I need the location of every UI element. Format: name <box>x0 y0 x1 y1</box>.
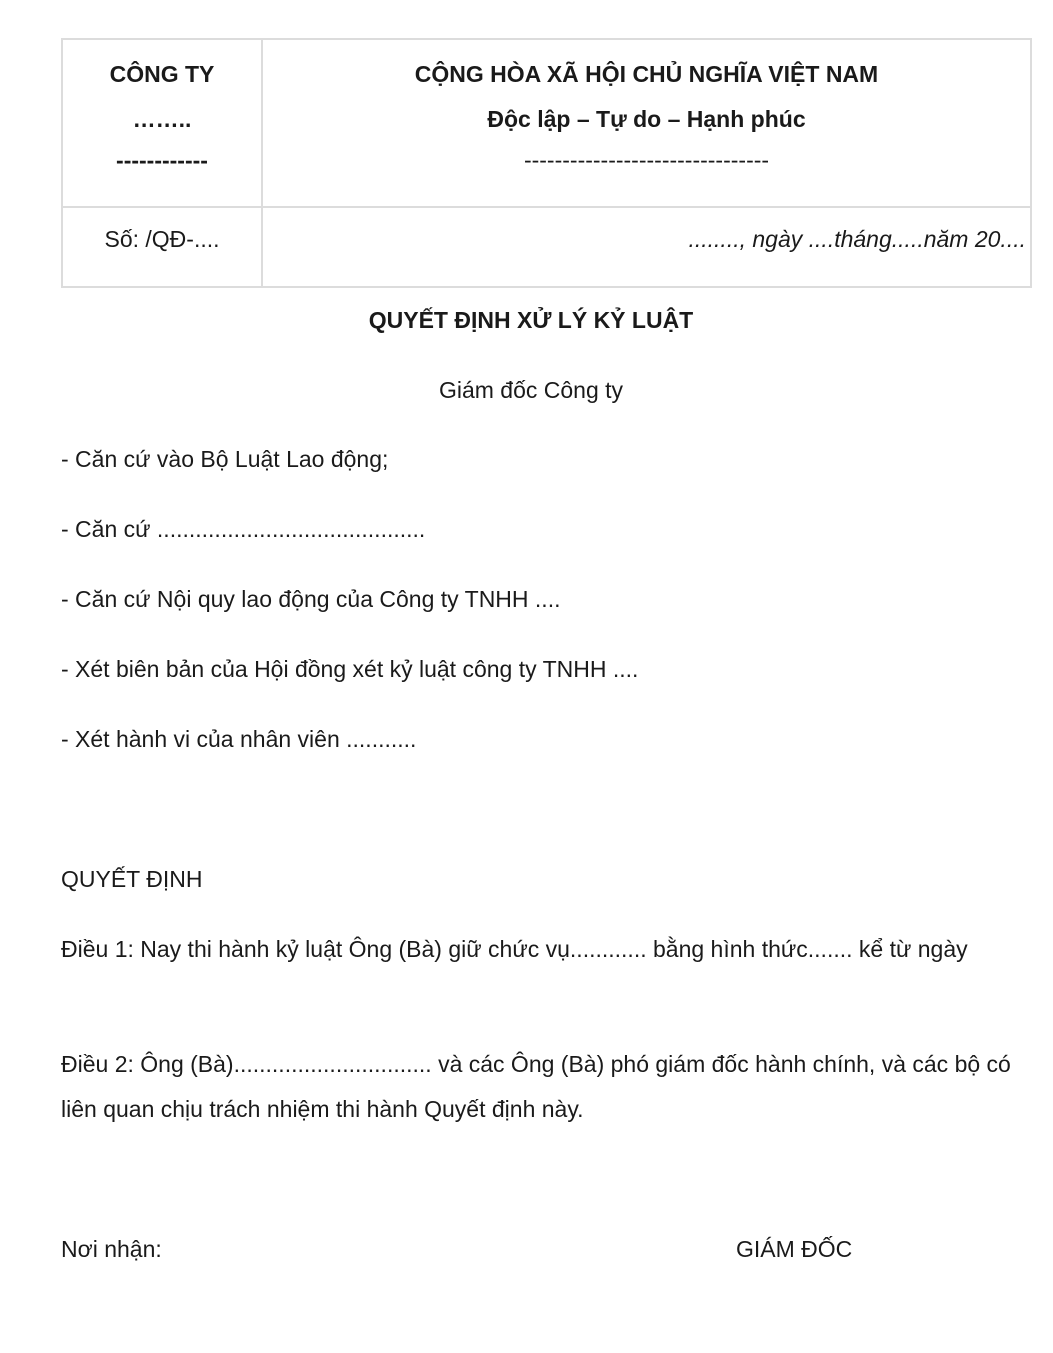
signer-title: GIÁM ĐỐC <box>736 1236 853 1262</box>
doc-number-cell <box>62 207 262 287</box>
place-date-cell <box>262 207 1031 287</box>
article-2: Điều 2: Ông (Bà)............................... và các Ông (Bà) phó giám đốc hành chính, và các bộ có liên quan chịu trách nhiệm thi hành Quyết định này. <box>61 1051 1011 1122</box>
recipients-label: Nơi nhận: <box>61 1236 162 1262</box>
place-date: ........, ngày ....tháng.....năm 20.... <box>688 226 1026 252</box>
basis-line: - Căn cứ Nội quy lao động của Công ty TNHH .... <box>61 586 561 612</box>
motto-rule: -------------------------------- <box>523 147 770 173</box>
basis-line: - Căn cứ vào Bộ Luật Lao động; <box>61 446 389 472</box>
nation-cell <box>262 39 1031 207</box>
motto: Độc lập – Tự do – Hạnh phúc <box>487 106 806 132</box>
authority: Giám đốc Công ty <box>438 377 624 403</box>
document-title: QUYẾT ĐỊNH XỬ LÝ KỶ LUẬT <box>368 307 694 333</box>
company-name: …….. <box>132 106 192 132</box>
basis-line: - Căn cứ .......................................... <box>61 516 426 542</box>
doc-number: Số: /QĐ-.... <box>104 226 220 252</box>
basis-line: - Xét biên bản của Hội đồng xét kỷ luật công ty TNHH .... <box>61 656 639 682</box>
company-rule: ------------ <box>116 147 208 173</box>
decision-heading: QUYẾT ĐỊNH <box>61 866 203 892</box>
company-label: CÔNG TY <box>109 61 215 87</box>
company-cell <box>62 39 262 207</box>
basis-line: - Xét hành vi của nhân viên ........... <box>61 726 417 752</box>
article-1: Điều 1: Nay thi hành kỷ luật Ông (Bà) giữ chức vụ............ bằng hình thức....... kể từ ngày <box>61 936 968 962</box>
nation-title: CỘNG HÒA XÃ HỘI CHỦ NGHĨA VIỆT NAM <box>414 61 879 87</box>
header-table <box>61 38 1032 288</box>
